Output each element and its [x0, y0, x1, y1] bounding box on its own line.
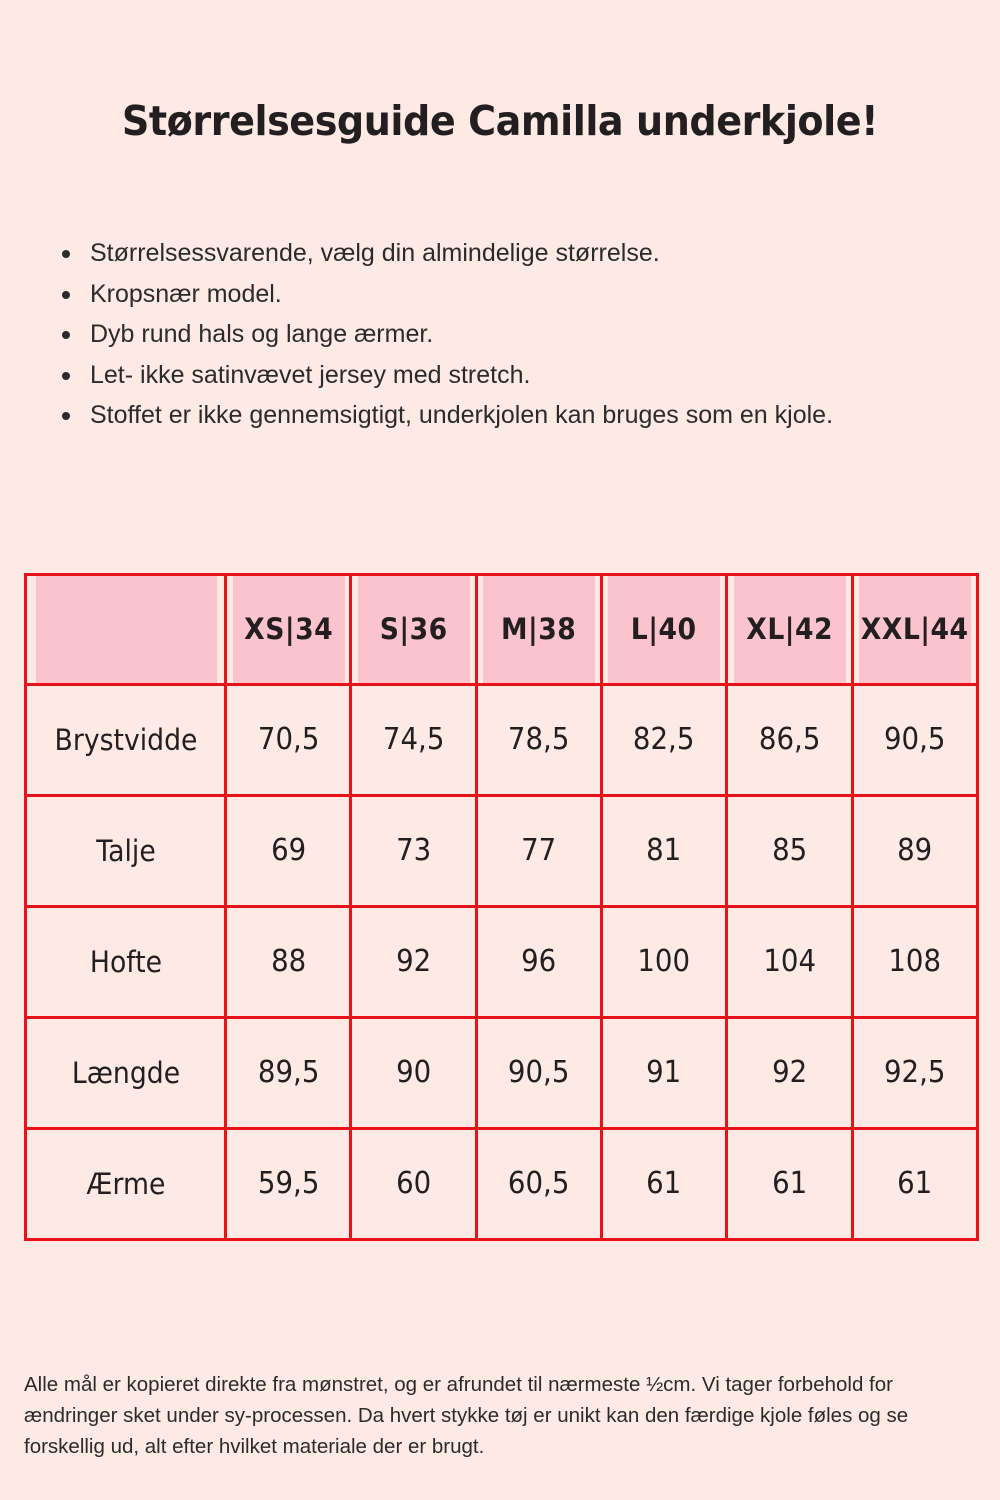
cell-hofte-s: 92	[356, 906, 471, 1017]
column-header-l: L|40	[606, 574, 721, 684]
row-header-aerme: Ærme	[34, 1128, 218, 1239]
cell-aerme-xs: 59,5	[231, 1128, 346, 1239]
column-header-xl: XL|42	[732, 574, 847, 684]
column-header-xs: XS|34	[231, 574, 346, 684]
cell-hofte-l: 100	[606, 906, 721, 1017]
cell-aerme-m: 60,5	[481, 1128, 596, 1239]
cell-brystvidde-s: 74,5	[356, 684, 471, 795]
size-table	[24, 573, 979, 1241]
size-table-container	[24, 573, 976, 1241]
cell-aerme-s: 60	[356, 1128, 471, 1239]
feature-bullet-list	[24, 233, 976, 436]
cell-laengde-m: 90,5	[481, 1017, 596, 1128]
cell-talje-m: 77	[481, 795, 596, 906]
size-table-body	[26, 684, 978, 1239]
cell-laengde-xxl: 92,5	[857, 1017, 972, 1128]
list-item: Dyb rund hals og lange ærmer.	[46, 314, 976, 355]
list-item: Størrelsessvarende, vælg din almindelige størrelse.	[46, 233, 976, 274]
cell-hofte-xxl: 108	[857, 906, 972, 1017]
table-row	[26, 795, 978, 906]
cell-laengde-s: 90	[356, 1017, 471, 1128]
table-row	[26, 1017, 978, 1128]
column-header-m: M|38	[481, 574, 596, 684]
cell-hofte-xs: 88	[231, 906, 346, 1017]
size-table-header	[26, 574, 978, 684]
cell-talje-xs: 69	[231, 795, 346, 906]
cell-laengde-xs: 89,5	[231, 1017, 346, 1128]
table-header-row	[26, 574, 978, 684]
cell-brystvidde-m: 78,5	[481, 684, 596, 795]
table-row	[26, 684, 978, 795]
row-header-talje: Talje	[34, 795, 218, 906]
cell-talje-xxl: 89	[857, 795, 972, 906]
list-item: Let- ikke satinvævet jersey med stretch.	[46, 355, 976, 396]
list-item: Kropsnær model.	[46, 274, 976, 315]
column-header-xxl: XXL|44	[857, 574, 972, 684]
row-header-brystvidde: Brystvidde	[34, 684, 218, 795]
table-row	[26, 906, 978, 1017]
row-header-hofte: Hofte	[34, 906, 218, 1017]
cell-brystvidde-xl: 86,5	[732, 684, 847, 795]
cell-brystvidde-xxl: 90,5	[857, 684, 972, 795]
cell-aerme-xxl: 61	[857, 1128, 972, 1239]
cell-talje-s: 73	[356, 795, 471, 906]
footnote-text: Alle mål er kopieret direkte fra mønstret, og er afrundet til nærmeste ½cm. Vi tager forbehold for ændringer sket under sy-processen. Da hvert stykke tøj er unikt kan den færdige kjole føles og se forskellig ud, alt efter hvilket materiale der er brugt.	[24, 1372, 909, 1458]
row-header-laengde: Længde	[34, 1017, 218, 1128]
cell-laengde-l: 91	[606, 1017, 721, 1128]
column-header-s: S|36	[356, 574, 471, 684]
cell-talje-l: 81	[606, 795, 721, 906]
cell-laengde-xl: 92	[732, 1017, 847, 1128]
cell-brystvidde-l: 82,5	[606, 684, 721, 795]
cell-hofte-xl: 104	[732, 906, 847, 1017]
cell-aerme-xl: 61	[732, 1128, 847, 1239]
list-item: Stoffet er ikke gennemsigtigt, underkjolen kan bruges som en kjole.	[46, 395, 976, 436]
page-title: Størrelsesguide Camilla underkjole!	[121, 97, 879, 145]
cell-hofte-m: 96	[481, 906, 596, 1017]
table-corner-cell	[34, 574, 218, 684]
table-row	[26, 1128, 978, 1239]
cell-talje-xl: 85	[732, 795, 847, 906]
cell-aerme-l: 61	[606, 1128, 721, 1239]
cell-brystvidde-xs: 70,5	[231, 684, 346, 795]
